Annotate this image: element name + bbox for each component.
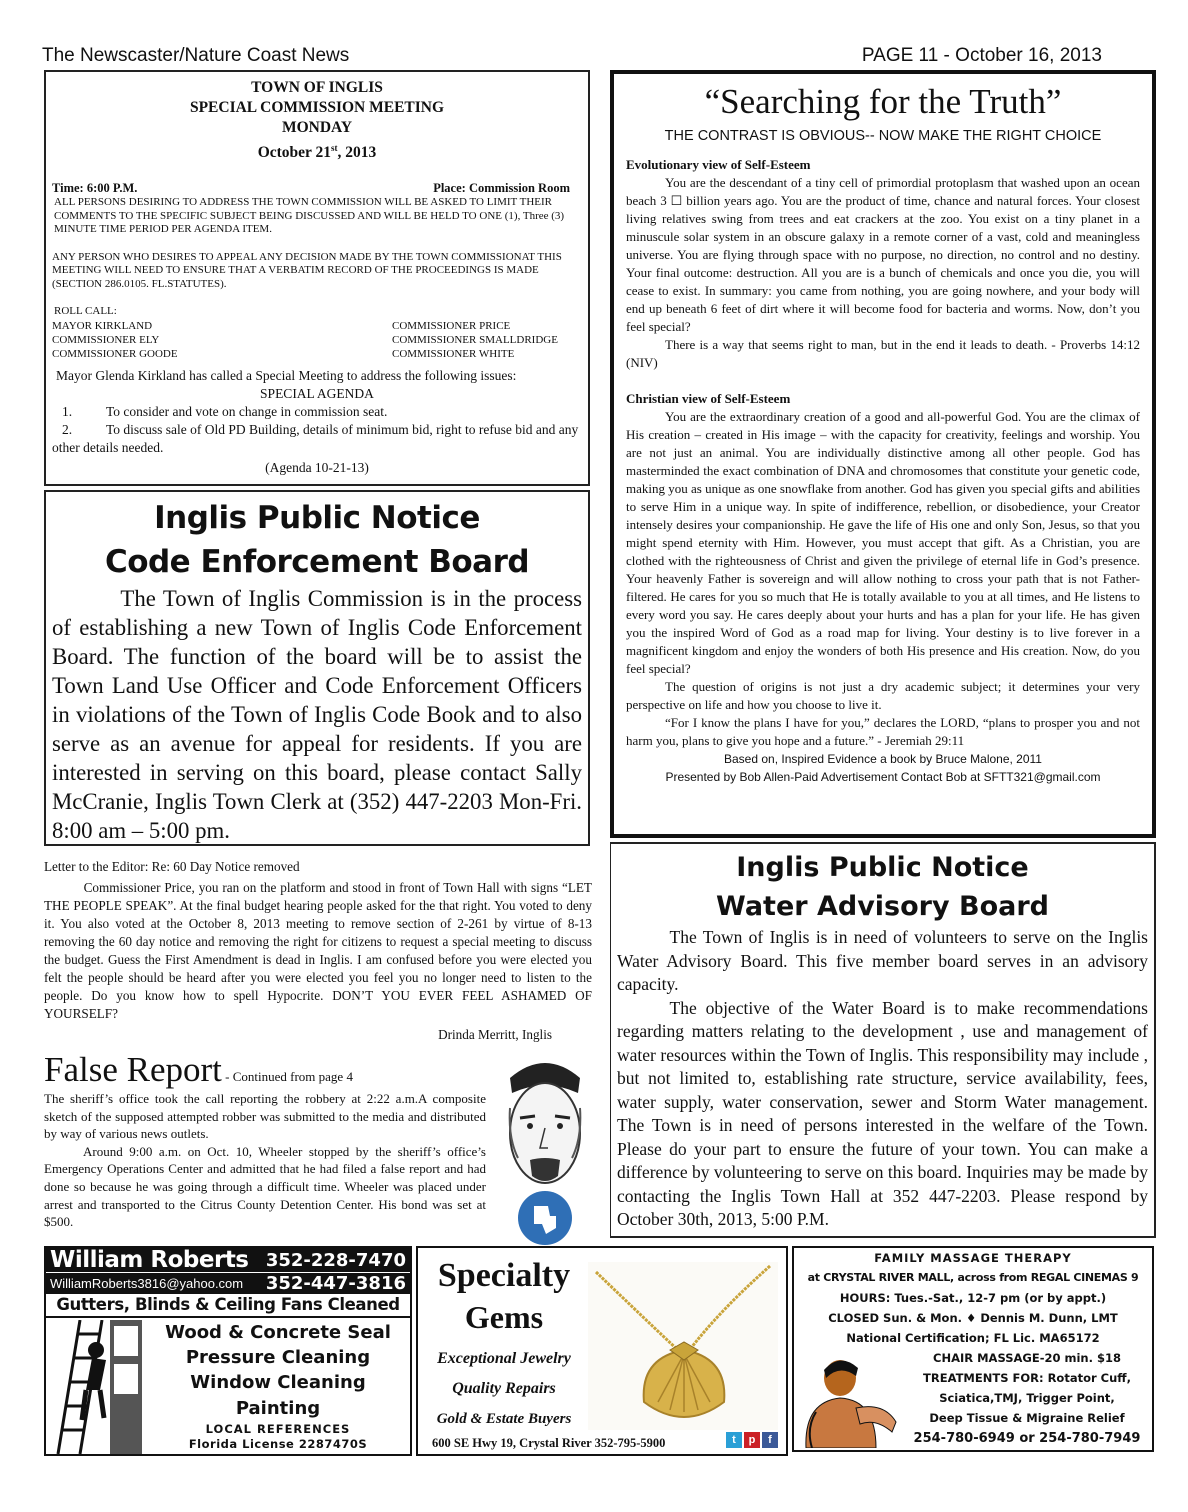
roll-row: COMMISSIONER ELY COMMISSIONER SMALLDRIDGE (52, 333, 558, 346)
continued-label: - Continued from page 4 (221, 1069, 353, 1084)
page-info: PAGE 11 - October 16, 2013 (861, 45, 1102, 66)
gems-name-1: Specialty (437, 1257, 571, 1294)
gems-tagline-3: Gold & Estate Buyers (436, 1411, 572, 1427)
roberts-header-2 (46, 1272, 410, 1294)
truth-credit-presenter: Presented by Bob Allen-Paid Advertisement Contact Bob at SFTT321@gmail.com (665, 770, 1101, 784)
meeting-intro: Mayor Glenda Kirkland has called a Special Meeting to address the following issues: (56, 367, 517, 383)
commission-title-2: SPECIAL COMMISSION MEETING (189, 99, 445, 116)
agenda-item-1: 1. To consider and vote on change in commission seat. (62, 403, 388, 419)
roberts-header (46, 1248, 410, 1272)
christian-text: You are the extraordinary creation of a good and all-powerful God. You are the climax of His creation – created in His image – with the capacity for creativity, feelings and worship. You are not just an animal. You are individually distinctive among all other people. God has masterminded the exact combination of DNA and chromosomes that constitute your genetic code, making you as unique as one snowflake from another. God has given you special gifts and abilities to serve Him in a unique way. In spite of indifference, rebellion, or disobedience, your Creator intensely desires your companionship. He gave the life of His one and only Son, Jesus, so that you might spend eternity with Him. However, you must accept that gift. As a Christian, you are clothed with the righteousness of Christ and given the privilege of eternal life in God’s presence. Your heavenly Father is sovereign and will allow nothing to cross your path that is not Father-filtered. He cares for you so much that He is totally available to you at all times, and He listens to every word you say. He cares deeply about your hurts and has a plan for your life. He has given you the inspired Word of God as a road map for living. Your destiny is to live forever in a magnificent kingdom and enjoy the wonders of both His presence and His creation. Now, do you feel special? (626, 409, 1140, 676)
twitter-icon[interactable]: t (726, 1432, 742, 1448)
time-place-row (52, 181, 582, 196)
commission-meeting-notice (44, 70, 590, 486)
agenda-reference: (Agenda 10-21-13) (265, 459, 369, 475)
service-item: Painting (235, 1398, 321, 1419)
roberts-email: WilliamRoberts3816@yahoo.com (50, 1276, 244, 1291)
service-item: Window Cleaning (190, 1372, 366, 1393)
false-report-article (44, 1050, 486, 1231)
massage-location: at CRYSTAL RIVER MALL, across from REGAL CINEMAS 9 (807, 1271, 1139, 1284)
code-board-title: Code Enforcement Board (104, 544, 530, 580)
massage-hours: HOURS: Tues.-Sat., 12-7 pm (or by appt.) (839, 1291, 1107, 1305)
massage-certification: National Certification; FL Lic. MA65172 (846, 1331, 1100, 1345)
publication-name: The Newscaster/Nature Coast News (42, 45, 350, 66)
evolutionary-verse: There is a way that seems right to man, but in the end it leads to death. - Proverbs 14:12 (NIV) (626, 337, 1140, 370)
roberts-name: William Roberts (50, 1247, 249, 1273)
massage-closed: CLOSED Sun. & Mon. ♦ Dennis M. Dunn, LMT (828, 1311, 1118, 1325)
service-item: Pressure Cleaning (185, 1347, 371, 1368)
agenda-item-2: 2. To discuss sale of Old PD Building, details of minimum bid, right to refuse bid and any other details needed. (52, 421, 579, 455)
composite-sketch-image (490, 1048, 600, 1248)
massage-treatments-3: Deep Tissue & Migraine Relief (929, 1411, 1125, 1425)
water-board-title: Water Advisory Board (716, 891, 1049, 922)
roberts-references: LOCAL REFERENCES (205, 1422, 351, 1436)
meeting-place: Place: Commission Room (433, 181, 570, 196)
commission-title-3: MONDAY (281, 119, 353, 136)
massage-title: FAMILY MASSAGE THERAPY (874, 1251, 1072, 1265)
roberts-license: Florida License 2287470S (188, 1437, 368, 1451)
searching-for-truth-ad (610, 70, 1156, 838)
gems-tagline-2: Quality Repairs (452, 1380, 556, 1397)
massage-phone: 254-780-6949 or 254-780-7949 (913, 1431, 1141, 1446)
roberts-phone-2: 352-447-3816 (265, 1273, 406, 1294)
specialty-gems-ad (416, 1246, 788, 1456)
christian-heading: Christian view of Self-Esteem (626, 391, 791, 406)
meeting-time: Time: 6:00 P.M. (52, 181, 138, 196)
massage-illustration (796, 1352, 900, 1448)
roberts-services (146, 1320, 410, 1452)
roberts-gutters-line: Gutters, Blinds & Ceiling Fans Cleaned (46, 1294, 410, 1318)
social-icons (726, 1432, 778, 1448)
code-enforcement-notice (44, 490, 590, 846)
truth-title: “Searching for the Truth” (704, 82, 1062, 121)
massage-treatments-2: Sciatica,TMJ, Trigger Point, (939, 1391, 1115, 1405)
pinterest-icon[interactable]: p (744, 1432, 760, 1448)
letter-to-editor (44, 858, 592, 1044)
facebook-icon[interactable]: f (762, 1432, 778, 1448)
false-report-p2: Around 9:00 a.m. on Oct. 10, Wheeler stopped by the sheriff’s office’s Emergency Operations Center and admitted that he had filed a false report and had done so because he was going through a difficult time. Wheeler was placed under arrest and transported to the Citrus County Detention Center. His bond was set at $500. (44, 1143, 486, 1230)
evolutionary-heading: Evolutionary view of Self-Esteem (626, 157, 811, 172)
commission-date: October 21st, 2013 (257, 143, 377, 162)
gems-tagline-1: Exceptional Jewelry (437, 1350, 571, 1367)
gems-address: 600 SE Hwy 19, Crystal River 352-795-5900 (432, 1436, 666, 1450)
evolutionary-text: You are the descendant of a tiny cell of primordial protoplasm that washed upon an ocean beach 3 ☐ billion years ago. You are the product of time, chance and natural forces. Your closest living relatives swing from trees and eat crackers at the zoo. You exist on a tiny planet in a minuscule solar system in an obscure galaxy in a remote corner of a vast, cold and meaningless universe. You are flying through space with no purpose, no direction, no control and no destiny. Your final outcome: destruction. All you are is a bunch of chemicals and once you die, you will cease to exist. In summary: you came from nothing, you are going nowhere, and your body will end up beneath 6 feet of dirt where it will become food for bacteria and worms. Now, don’t you feel special? (626, 175, 1140, 334)
gems-name-2: Gems (464, 1299, 544, 1335)
commission-title-1: TOWN OF INGLIS (251, 79, 383, 96)
water-board-p1: The Town of Inglis is in need of volunteers to serve on the Inglis Water Advisory Board. This five member board serves in an advisory capacity. (617, 927, 1148, 994)
gems-text-column (424, 1256, 584, 1434)
code-board-text: The Town of Inglis Commission is in the process of establishing a new Town of Inglis Code Enforcement Board. The function of the board will be to assist the Town Land Use Officer and Code Enforcement Officers in violations of the Town of Inglis Code Book and to also serve as an avenue for appeal for residents. If you are interested in serving on this board, please contact Sally McCranie, Inglis Town Clerk at (352) 447-2203 Mon-Fri. 8:00 am – 5:00 pm. (52, 586, 582, 843)
special-agenda-title: SPECIAL AGENDA (260, 385, 374, 401)
water-notice-title: Inglis Public Notice (736, 852, 1029, 883)
roll-call-label: ROLL CALL: (54, 305, 117, 318)
painter-ladder-illustration (50, 1320, 146, 1454)
water-board-p2: The objective of the Water Board is to make recommendations regarding matters relating to the development , use and management of water resources within the Town of Inglis. This responsibility may include , but not limited to, establishing rate structure, service availability, fees, water supply, water conservation, sewer and Storm Water management. The Town is in need of persons interested in the welfare of the Town. Please do your part to ensure the future of your town. You can make a difference by volunteering to serve on this board. Inquiries may be made by contacting the Inglis Town Hall at 352 447-2203. Please respond by October 30th, 2013, 5:00 P.M. (617, 997, 1148, 1229)
roll-row: COMMISSIONER GOODE COMMISSIONER WHITE (52, 347, 515, 360)
william-roberts-ad (44, 1246, 412, 1456)
false-report-p1: The sheriff’s office took the call reporting the robbery at 2:22 a.m.A composite sketch of the supposed attempted robber was submitted to the media and distributed by way of various news outlets. (44, 1091, 486, 1142)
roberts-phone-1: 352-228-7470 (265, 1249, 406, 1271)
notice-appeal: ANY PERSON WHO DESIRES TO APPEAL ANY DECISION MADE BY THE TOWN COMMISSIONAT THIS MEETING WILL NEED TO ENSURE THAT A VERBATIM RECORD OF THE PROCEEDINGS IS MADE (SECTION 286.0105. FL.STATUTES). (52, 250, 562, 290)
truth-credit-book: Based on, Inspired Evidence a book by Bruce Malone, 2011 (724, 752, 1042, 766)
letter-signature: Drinda Merritt, Inglis (438, 1027, 552, 1042)
false-report-title: False Report (44, 1050, 222, 1089)
massage-services (902, 1348, 1152, 1450)
truth-subtitle: THE CONTRAST IS OBVIOUS-- NOW MAKE THE RIGHT CHOICE (664, 128, 1102, 144)
water-advisory-notice (610, 842, 1156, 1238)
code-notice-title: Inglis Public Notice (154, 500, 480, 536)
massage-treatments: TREATMENTS FOR: Rotator Cuff, (923, 1371, 1131, 1385)
letter-body: Commissioner Price, you ran on the platform and stood in front of Town Hall with signs “LET THE PEOPLE SPEAK”. At the final budget hearing people asked for the that right. You voted to deny it. You also voted at the October 8, 2013 meeting to remove section of 2-261 by virtue of 8-13 removing the 60 day notice and removing the right for citizens to request a special meeting to discuss the budget. Guess the First Amendment is dead in Inglis. I am confused before you were elected you felt the people should be heard after you were elected you feel you no longer need to listen to the people. Do you know how to spell Hypocrite. DON’T YOU EVER FEEL ASHAMED OF YOURSELF? (44, 880, 592, 1021)
notice-limit-comments: ALL PERSONS DESIRING TO ADDRESS THE TOWN COMMISSION WILL BE ASKED TO LIMIT THEIR COMMENTS TO THE SPECIFIC SUBJECT BEING DISCUSSED AND WILL BE HELD TO ONE (1), Three (3) MINUTE TIME PERIOD PER AGENDA ITEM. (54, 196, 565, 236)
family-massage-ad (792, 1246, 1154, 1452)
shell-pendant-image (588, 1262, 778, 1430)
massage-chair: CHAIR MASSAGE-20 min. $18 (933, 1351, 1121, 1365)
roll-row: MAYOR KIRKLAND COMMISSIONER PRICE (52, 319, 511, 332)
christian-paragraph-2: The question of origins is not just a dry academic subject; it determines your very perspective on life and how you choose to live it. (626, 679, 1140, 712)
christian-verse: “For I know the plans I have for you,” declares the LORD, “plans to prosper you and not harm you, plans to give you hope and a future.” - Jeremiah 29:11 (626, 715, 1140, 748)
letter-heading: Letter to the Editor: Re: 60 Day Notice removed (44, 859, 300, 874)
service-item: Wood & Concrete Seal (165, 1322, 391, 1343)
